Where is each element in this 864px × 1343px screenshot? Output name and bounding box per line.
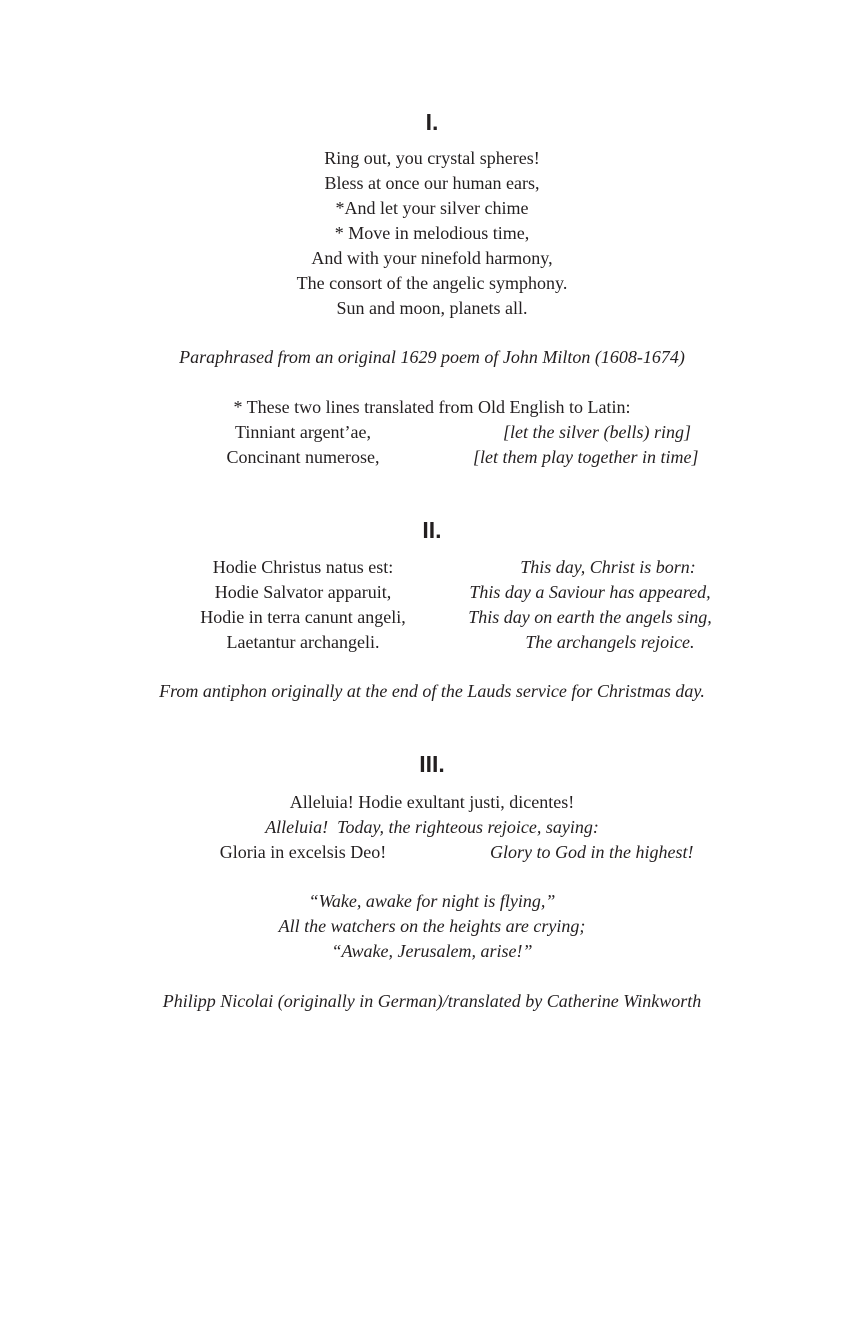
hymn-line: All the watchers on the heights are crying;	[278, 916, 586, 936]
attribution: Paraphrased from an original 1629 poem of John Milton (1608-1674)	[179, 347, 685, 367]
latin-line: Hodie Christus natus est:	[212, 557, 394, 577]
latin-line: Hodie in terra canunt angeli,	[200, 607, 406, 627]
latin-line: Tinniant argent’ae,	[235, 422, 371, 442]
poem-line: The consort of the angelic symphony.	[296, 273, 568, 293]
poem-line: Bless at once our human ears,	[324, 173, 540, 193]
poem-line: *And let your silver chime	[335, 198, 529, 218]
latin-line: Gloria in excelsis Deo!	[219, 842, 387, 862]
english-line: Glory to God in the highest!	[490, 842, 694, 862]
poem-line: Ring out, you crystal spheres!	[324, 148, 540, 168]
english-line: [let them play together in time]	[473, 447, 699, 467]
english-line: The archangels rejoice.	[525, 632, 695, 652]
hymn-line: “Awake, Jerusalem, arise!”	[331, 941, 533, 961]
attribution: From antiphon originally at the end of the Lauds service for Christmas day.	[159, 681, 705, 701]
english-line: [let the silver (bells) ring]	[503, 422, 691, 442]
latin-line: Hodie Salvator apparuit,	[214, 582, 392, 602]
section-heading: I.	[425, 109, 439, 135]
section-heading: II.	[422, 517, 442, 543]
english-line: This day, Christ is born:	[520, 557, 696, 577]
english-line: Alleluia! Today, the righteous rejoice, saying:	[265, 817, 599, 837]
translation-note: * These two lines translated from Old English to Latin:	[233, 397, 631, 417]
attribution: Philipp Nicolai (originally in German)/translated by Catherine Winkworth	[162, 991, 702, 1011]
section-heading: III.	[419, 751, 445, 777]
poem-line: * Move in melodious time,	[334, 223, 530, 243]
poem-line: And with your ninefold harmony,	[311, 248, 553, 268]
english-line: This day on earth the angels sing,	[468, 607, 712, 627]
poem-line: Sun and moon, planets all.	[336, 298, 528, 318]
latin-line: Concinant numerose,	[226, 447, 380, 467]
latin-line: Alleluia! Hodie exultant justi, dicentes!	[289, 792, 575, 812]
english-line: This day a Saviour has appeared,	[469, 582, 711, 602]
hymn-line: “Wake, awake for night is flying,”	[308, 891, 556, 911]
latin-line: Laetantur archangeli.	[226, 632, 380, 652]
